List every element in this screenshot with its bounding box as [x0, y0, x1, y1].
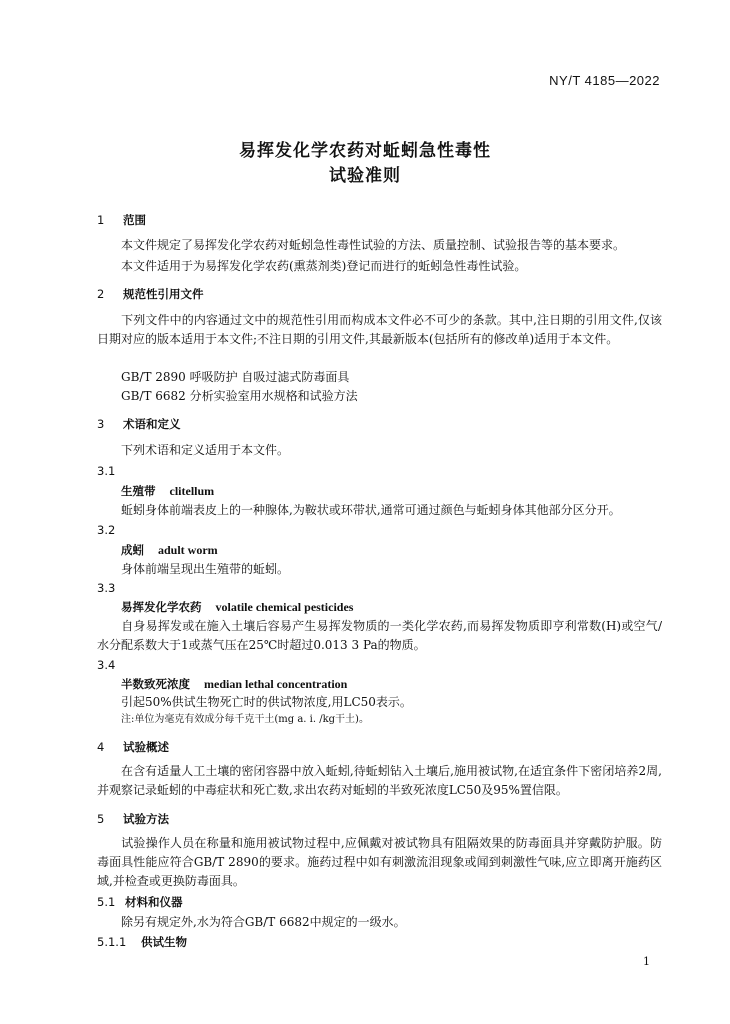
section-5-1-heading: 5.1 材料和仪器: [97, 895, 183, 909]
term-3-3-number: 3.3: [97, 581, 116, 595]
term-3-1-title: 生殖带 clitellum: [121, 484, 215, 498]
section-3-intro: 下列术语和定义适用于本文件。: [121, 443, 290, 457]
term-3-3-title: 易挥发化学农药 volatile chemical pesticides: [121, 600, 354, 614]
section-4-heading: 4 试验概述: [97, 740, 169, 754]
document-title-line1: 易挥发化学农药对蚯蚓急性毒性: [239, 141, 491, 161]
term-3-2-title: 成蚓 adult worm: [121, 543, 218, 557]
term-3-2-number: 3.2: [97, 523, 116, 537]
term-3-3-definition: 自身易挥发或在施入土壤后容易产生易挥发物质的一类化学农药,而易挥发物质即亨利常数(H)或空气/水分配系数大于1或蒸气压在25℃时超过0.013 3 Pa的物质。: [97, 619, 662, 652]
section-1-para-1: 本文件规定了易挥发化学农药对蚯蚓急性毒性试验的方法、质量控制、试验报告等的基本要求。: [121, 238, 626, 252]
term-3-4-definition: 引起50%供试生物死亡时的供试物浓度,用LC50表示。: [121, 695, 412, 709]
term-3-4-number: 3.4: [97, 658, 116, 672]
term-3-2-definition: 身体前端呈现出生殖带的蚯蚓。: [121, 562, 290, 576]
term-3-4-title: 半数致死浓度 median lethal concentration: [121, 677, 348, 691]
section-1-heading: 1 范围: [97, 213, 146, 227]
page-number: 1: [643, 955, 650, 968]
reference-gb-t-2890: GB/T 2890 呼吸防护 自吸过滤式防毒面具: [121, 370, 350, 384]
document-title-line2: 试验准则: [329, 166, 401, 186]
section-2-para-1: 下列文件中的内容通过文中的规范性引用而构成本文件必不可少的条款。其中,注日期的引用文件,仅该日期对应的版本适用于本文件;不注日期的引用文件,其最新版本(包括所有的修改单)适用于本文件。: [97, 313, 662, 346]
term-3-1-definition: 蚯蚓身体前端表皮上的一种腺体,为鞍状或环带状,通常可通过颜色与蚯蚓身体其他部分区分开。: [121, 503, 621, 517]
standard-number: NY/T 4185—2022: [549, 73, 660, 88]
term-3-1-number: 3.1: [97, 464, 116, 478]
section-2-heading: 2 规范性引用文件: [97, 287, 204, 301]
section-5-1-1-heading: 5.1.1 供试生物: [97, 935, 187, 949]
reference-gb-t-6682: GB/T 6682 分析实验室用水规格和试验方法: [121, 389, 358, 403]
section-1-para-2: 本文件适用于为易挥发化学农药(熏蒸剂类)登记而进行的蚯蚓急性毒性试验。: [121, 259, 527, 273]
section-5-1-para-1: 除另有规定外,水为符合GB/T 6682中规定的一级水。: [121, 915, 406, 929]
section-3-heading: 3 术语和定义: [97, 417, 181, 431]
section-5-para-1: 试验操作人员在称量和施用被试物过程中,应佩戴对被试物具有阻隔效果的防毒面具并穿戴防护服。防毒面具性能应符合GB/T 2890的要求。施药过程中如有刺激流泪现象或闻到刺激性气味,应立即离开施药区域,并检查或更换防毒面具。: [97, 836, 662, 888]
section-5-heading: 5 试验方法: [97, 812, 169, 826]
section-4-para-1: 在含有适量人工土壤的密闭容器中放入蚯蚓,待蚯蚓钻入土壤后,施用被试物,在适宜条件下密闭培养2周,并观察记录蚯蚓的中毒症状和死亡数,求出农药对蚯蚓的半致死浓度LC50及95%置信限。: [97, 764, 662, 797]
term-3-4-note: 注:单位为毫克有效成分每千克干土(mg a. i. /kg干土)。: [121, 714, 369, 725]
